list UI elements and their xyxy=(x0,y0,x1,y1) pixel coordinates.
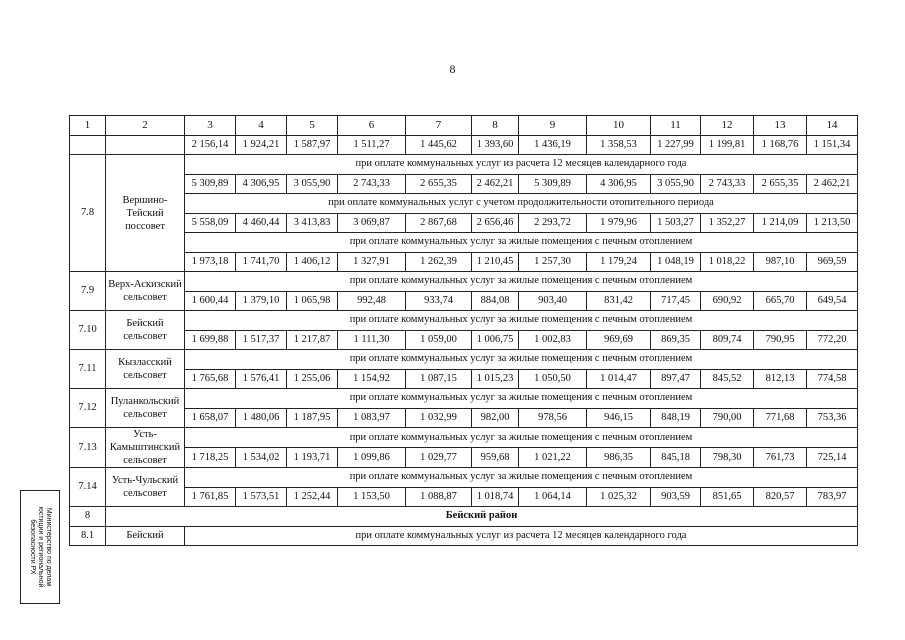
value-cell: 1 213,50 xyxy=(807,213,858,233)
table-body xyxy=(70,116,858,546)
value-cell: 959,68 xyxy=(472,448,519,468)
value-cell: 1 973,18 xyxy=(185,252,236,272)
value-cell: 1 573,51 xyxy=(236,487,287,507)
value-cell: 1 151,34 xyxy=(807,135,858,155)
value-cell: 3 413,83 xyxy=(287,213,338,233)
continuation-row xyxy=(70,135,858,155)
value-cell: 969,69 xyxy=(587,330,651,350)
payment-condition-note: при оплате коммунальных услуг из расчета 12 месяцев календарного года xyxy=(185,155,858,175)
value-cell: 851,65 xyxy=(701,487,754,507)
value-cell: 1 002,83 xyxy=(519,330,587,350)
value-cell: 1 021,22 xyxy=(519,448,587,468)
payment-condition-note: при оплате коммунальных услуг за жилые помещения с печным отоплением xyxy=(185,468,858,488)
value-cell: 1 576,41 xyxy=(236,369,287,389)
value-cell: 2 867,68 xyxy=(406,213,472,233)
row-number: 8.1 xyxy=(70,526,106,546)
value-cell: 1 099,86 xyxy=(338,448,406,468)
value-cell: 772,20 xyxy=(807,330,858,350)
value-cell: 753,36 xyxy=(807,408,858,428)
empty-cell xyxy=(70,135,106,155)
column-header: 8 xyxy=(472,116,519,136)
value-cell: 1 168,76 xyxy=(754,135,807,155)
value-cell: 1 255,06 xyxy=(287,369,338,389)
values-row xyxy=(70,408,858,428)
value-cell: 2 462,21 xyxy=(807,174,858,194)
settlement-name: Бейский xyxy=(106,526,185,546)
note-row xyxy=(70,311,858,331)
stamp-text: Министерство по делам юстиции и региональной безопасности РХ xyxy=(29,506,52,588)
value-cell: 1 699,88 xyxy=(185,330,236,350)
value-cell: 1 718,25 xyxy=(185,448,236,468)
tariff-table xyxy=(69,115,858,546)
value-cell: 798,30 xyxy=(701,448,754,468)
settlement-name: Бейский сельсовет xyxy=(106,311,185,350)
value-cell: 1 018,22 xyxy=(701,252,754,272)
value-cell: 1 214,09 xyxy=(754,213,807,233)
column-header: 10 xyxy=(587,116,651,136)
value-cell: 2 743,33 xyxy=(338,174,406,194)
value-cell: 1 006,75 xyxy=(472,330,519,350)
value-cell: 5 558,09 xyxy=(185,213,236,233)
value-cell: 771,68 xyxy=(754,408,807,428)
value-cell: 1 227,99 xyxy=(651,135,701,155)
column-header: 13 xyxy=(754,116,807,136)
value-cell: 1 327,91 xyxy=(338,252,406,272)
payment-condition-note: при оплате коммунальных услуг за жилые помещения с печным отоплением xyxy=(185,311,858,331)
value-cell: 1 262,39 xyxy=(406,252,472,272)
value-cell: 1 111,30 xyxy=(338,330,406,350)
note-row xyxy=(70,526,858,546)
value-cell: 1 187,95 xyxy=(287,408,338,428)
value-cell: 884,08 xyxy=(472,291,519,311)
row-number: 7.12 xyxy=(70,389,106,428)
value-cell: 869,35 xyxy=(651,330,701,350)
value-cell: 1 015,23 xyxy=(472,369,519,389)
value-cell: 1 014,47 xyxy=(587,369,651,389)
value-cell: 1 358,53 xyxy=(587,135,651,155)
value-cell: 3 069,87 xyxy=(338,213,406,233)
values-row xyxy=(70,252,858,272)
value-cell: 1 029,77 xyxy=(406,448,472,468)
value-cell: 1 761,85 xyxy=(185,487,236,507)
note-row xyxy=(70,468,858,488)
settlement-name: Усть-Камыштинский сельсовет xyxy=(106,428,185,468)
value-cell: 1 064,14 xyxy=(519,487,587,507)
header-row xyxy=(70,116,858,136)
value-cell: 1 587,97 xyxy=(287,135,338,155)
value-cell: 969,59 xyxy=(807,252,858,272)
value-cell: 1 083,97 xyxy=(338,408,406,428)
value-cell: 903,40 xyxy=(519,291,587,311)
value-cell: 982,00 xyxy=(472,408,519,428)
column-header: 1 xyxy=(70,116,106,136)
value-cell: 1 199,81 xyxy=(701,135,754,155)
value-cell: 1 511,27 xyxy=(338,135,406,155)
value-cell: 1 179,24 xyxy=(587,252,651,272)
value-cell: 1 924,21 xyxy=(236,135,287,155)
value-cell: 1 436,19 xyxy=(519,135,587,155)
row-number: 7.8 xyxy=(70,155,106,272)
value-cell: 1 658,07 xyxy=(185,408,236,428)
value-cell: 845,18 xyxy=(651,448,701,468)
value-cell: 1 352,27 xyxy=(701,213,754,233)
note-row xyxy=(70,272,858,292)
note-row xyxy=(70,389,858,409)
value-cell: 1 741,70 xyxy=(236,252,287,272)
note-row xyxy=(70,155,858,175)
column-header: 14 xyxy=(807,116,858,136)
value-cell: 1 048,19 xyxy=(651,252,701,272)
value-cell: 1 154,92 xyxy=(338,369,406,389)
column-header: 2 xyxy=(106,116,185,136)
value-cell: 1 050,50 xyxy=(519,369,587,389)
settlement-name: Вершино-Тейский поссовет xyxy=(106,155,185,272)
settlement-name: Усть-Чульский сельсовет xyxy=(106,468,185,507)
values-row xyxy=(70,174,858,194)
value-cell: 790,95 xyxy=(754,330,807,350)
value-cell: 946,15 xyxy=(587,408,651,428)
column-header: 3 xyxy=(185,116,236,136)
value-cell: 4 306,95 xyxy=(236,174,287,194)
value-cell: 1 257,30 xyxy=(519,252,587,272)
value-cell: 1 193,71 xyxy=(287,448,338,468)
payment-condition-note: при оплате коммунальных услуг из расчета 12 месяцев календарного года xyxy=(185,526,858,546)
value-cell: 820,57 xyxy=(754,487,807,507)
column-header: 6 xyxy=(338,116,406,136)
value-cell: 812,13 xyxy=(754,369,807,389)
value-cell: 1 480,06 xyxy=(236,408,287,428)
payment-condition-note: при оплате коммунальных услуг за жилые помещения с печным отоплением xyxy=(185,233,858,253)
row-number: 7.13 xyxy=(70,428,106,468)
value-cell: 1 534,02 xyxy=(236,448,287,468)
value-cell: 3 055,90 xyxy=(287,174,338,194)
values-row xyxy=(70,369,858,389)
value-cell: 690,92 xyxy=(701,291,754,311)
value-cell: 1 059,00 xyxy=(406,330,472,350)
column-header: 4 xyxy=(236,116,287,136)
row-number: 7.10 xyxy=(70,311,106,350)
payment-condition-note: при оплате коммунальных услуг за жилые помещения с печным отоплением xyxy=(185,428,858,448)
value-cell: 809,74 xyxy=(701,330,754,350)
value-cell: 725,14 xyxy=(807,448,858,468)
value-cell: 1 217,87 xyxy=(287,330,338,350)
value-cell: 2 655,35 xyxy=(406,174,472,194)
column-header: 7 xyxy=(406,116,472,136)
note-row xyxy=(70,350,858,370)
note-row xyxy=(70,233,858,253)
value-cell: 933,74 xyxy=(406,291,472,311)
value-cell: 1 393,60 xyxy=(472,135,519,155)
value-cell: 1 087,15 xyxy=(406,369,472,389)
value-cell: 978,56 xyxy=(519,408,587,428)
value-cell: 1 765,68 xyxy=(185,369,236,389)
value-cell: 1 088,87 xyxy=(406,487,472,507)
column-header: 9 xyxy=(519,116,587,136)
payment-condition-note: при оплате коммунальных услуг с учетом продолжительности отопительного периода xyxy=(185,194,858,214)
value-cell: 3 055,90 xyxy=(651,174,701,194)
value-cell: 903,59 xyxy=(651,487,701,507)
value-cell: 790,00 xyxy=(701,408,754,428)
value-cell: 2 656,46 xyxy=(472,213,519,233)
registration-stamp xyxy=(20,490,60,604)
row-number: 8 xyxy=(70,507,106,527)
settlement-name: Пуланкольский сельсовет xyxy=(106,389,185,428)
value-cell: 1 503,27 xyxy=(651,213,701,233)
value-cell: 2 743,33 xyxy=(701,174,754,194)
value-cell: 1 406,12 xyxy=(287,252,338,272)
value-cell: 5 309,89 xyxy=(519,174,587,194)
value-cell: 986,35 xyxy=(587,448,651,468)
value-cell: 774,58 xyxy=(807,369,858,389)
value-cell: 1 252,44 xyxy=(287,487,338,507)
value-cell: 1 065,98 xyxy=(287,291,338,311)
settlement-name: Кызласский сельсовет xyxy=(106,350,185,389)
value-cell: 1 025,32 xyxy=(587,487,651,507)
value-cell: 992,48 xyxy=(338,291,406,311)
column-header: 5 xyxy=(287,116,338,136)
value-cell: 4 306,95 xyxy=(587,174,651,194)
value-cell: 831,42 xyxy=(587,291,651,311)
value-cell: 649,54 xyxy=(807,291,858,311)
value-cell: 1 018,74 xyxy=(472,487,519,507)
value-cell: 783,97 xyxy=(807,487,858,507)
values-row xyxy=(70,213,858,233)
column-header: 11 xyxy=(651,116,701,136)
value-cell: 987,10 xyxy=(754,252,807,272)
note-row xyxy=(70,194,858,214)
payment-condition-note: при оплате коммунальных услуг за жилые помещения с печным отоплением xyxy=(185,350,858,370)
value-cell: 1 379,10 xyxy=(236,291,287,311)
region-title: Бейский район xyxy=(106,507,858,527)
value-cell: 717,45 xyxy=(651,291,701,311)
value-cell: 848,19 xyxy=(651,408,701,428)
value-cell: 1 445,62 xyxy=(406,135,472,155)
note-row xyxy=(70,428,858,448)
value-cell: 1 517,37 xyxy=(236,330,287,350)
column-header: 12 xyxy=(701,116,754,136)
value-cell: 4 460,44 xyxy=(236,213,287,233)
payment-condition-note: при оплате коммунальных услуг за жилые помещения с печным отоплением xyxy=(185,389,858,409)
region-row xyxy=(70,507,858,527)
row-number: 7.11 xyxy=(70,350,106,389)
empty-cell xyxy=(106,135,185,155)
value-cell: 1 032,99 xyxy=(406,408,472,428)
value-cell: 1 210,45 xyxy=(472,252,519,272)
values-row xyxy=(70,487,858,507)
value-cell: 5 309,89 xyxy=(185,174,236,194)
values-row xyxy=(70,448,858,468)
value-cell: 845,52 xyxy=(701,369,754,389)
row-number: 7.14 xyxy=(70,468,106,507)
value-cell: 665,70 xyxy=(754,291,807,311)
value-cell: 2 156,14 xyxy=(185,135,236,155)
value-cell: 2 293,72 xyxy=(519,213,587,233)
value-cell: 897,47 xyxy=(651,369,701,389)
page-number: 8 xyxy=(449,62,456,76)
value-cell: 1 979,96 xyxy=(587,213,651,233)
row-number: 7.9 xyxy=(70,272,106,311)
value-cell: 2 462,21 xyxy=(472,174,519,194)
settlement-name: Верх-Аскизский сельсовет xyxy=(106,272,185,311)
values-row xyxy=(70,330,858,350)
value-cell: 2 655,35 xyxy=(754,174,807,194)
value-cell: 1 600,44 xyxy=(185,291,236,311)
value-cell: 761,73 xyxy=(754,448,807,468)
payment-condition-note: при оплате коммунальных услуг за жилые помещения с печным отоплением xyxy=(185,272,858,292)
value-cell: 1 153,50 xyxy=(338,487,406,507)
values-row xyxy=(70,291,858,311)
